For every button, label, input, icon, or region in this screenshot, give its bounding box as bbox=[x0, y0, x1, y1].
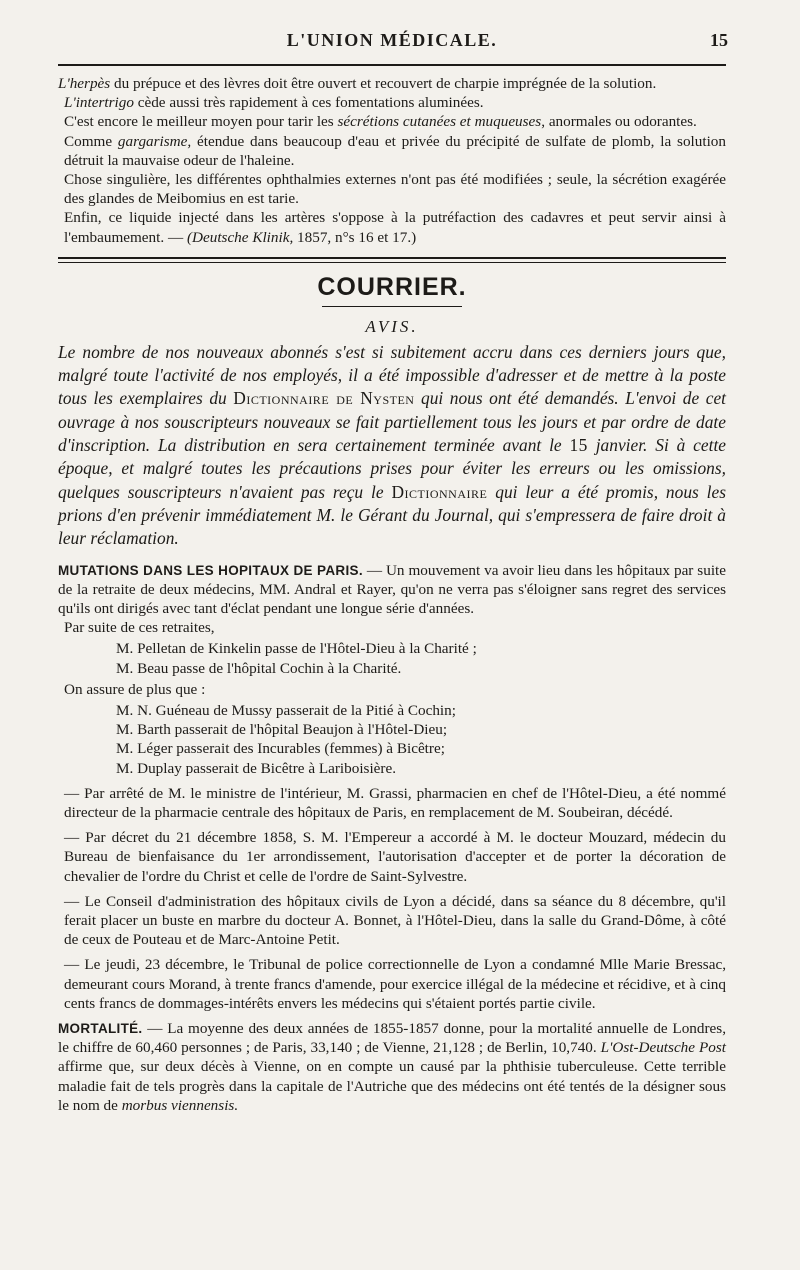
paragraph-text: Comme bbox=[64, 132, 118, 150]
avis-title: AVIS. bbox=[365, 316, 419, 336]
news-item-bonnet: — Le Conseil d'administration des hôpitaux civils de Lyon a décidé, dans sa séance du 8 décembre, qu'il ferait placer un buste en marbre du docteur A. Bonnet, à l'Hôtel-Dieu, dans la salle du Grand-Dôme, à côté de ceux de Pouteau et de Marc-Antoine Petit. bbox=[64, 892, 726, 949]
news-item-mouzard: — Par décret du 21 décembre 1858, S. M. l'Empereur a accordé à M. le docteur Mouzard, médecin du Bureau de bienfaisance du 1er arrondissement, l'autorisation d'accepter et de porter la décoration de chevalier de l'ordre du Christ et celle de l'ordre de Saint-Sylvestre. bbox=[64, 829, 726, 885]
paragraph-text: , anormales ou odorantes. bbox=[541, 113, 697, 131]
header-rule bbox=[58, 64, 726, 66]
term: L'herpès bbox=[58, 75, 111, 92]
avis-text-part: janvier. Si à cette époque, et malgré toutes les précautions prises pour éviter les erreurs ou les omissions, quelques souscripteurs n'avaient pas reçu le bbox=[58, 435, 726, 502]
paragraph-secretions bbox=[58, 112, 726, 131]
paragraph-text: — La moyenne des deux années de 1855-1857 donne, pour la mortalité annuelle de Londres, le chiffre de 60,460 personnes ; de Paris, 33,140 ; de Vienne, 21,128 ; de Berlin, 10,740. bbox=[58, 1019, 726, 1057]
avis-text-part: qui nous ont été demandés. L'envoi de cet ouvrage à nos souscripteurs nouveaux se fait partiellement tous les jours et par ordre de date d'inscription. La distribution en sera certainement terminée avant le bbox=[58, 388, 727, 456]
notice-avis bbox=[58, 317, 726, 551]
source-citation: (Deutsche Klinik, bbox=[186, 228, 294, 246]
paragraph-herpes bbox=[58, 74, 726, 93]
plus-list bbox=[116, 701, 726, 778]
paragraph-text: 1857, n°s 16 et 17.) bbox=[293, 228, 417, 246]
paragraph-gargarisme bbox=[58, 132, 726, 170]
run-in-heading: MUTATIONS DANS LES HOPITAUX DE PARIS. bbox=[58, 562, 363, 578]
paragraph-text: étendue dans beaucoup d'eau et privée du précipité de sulfate de plomb, la solution détruit la mauvaise odeur de l'haleine. bbox=[64, 132, 726, 169]
avis-text-part: Le nombre de nos nouveaux abonnés s'est si subitement accru dans ces derniers jours que, malgré toute l'activité de nos employés, il a été impossible d'adresser et de mettre à la poste tous les exemplaires du bbox=[58, 341, 726, 409]
book-title: Dictionnaire bbox=[391, 481, 488, 502]
list-item: M. N. Guéneau de Mussy passerait de la Pitié à Cochin; bbox=[116, 701, 456, 719]
paragraph-intertrigo bbox=[58, 93, 726, 112]
retraites-list bbox=[116, 639, 726, 677]
list-item: M. Beau passe de l'hôpital Cochin à la Charité. bbox=[116, 659, 402, 677]
paragraph-mutations bbox=[58, 561, 726, 619]
page-number: 15 bbox=[710, 30, 728, 50]
paragraph-text: Enfin, ce liquide injecté dans les artères s'oppose à la putréfaction des cadavres et peut servir ainsi à l'embaumement. — bbox=[64, 209, 726, 246]
paragraph-text: du prépuce et des lèvres doit être ouvert et recouvert de charpie imprégnée de la solution. bbox=[110, 75, 657, 92]
section-divider bbox=[58, 257, 726, 263]
paragraph-text: cède aussi très rapidement à ces fomentations aluminées. bbox=[133, 94, 484, 112]
title-underline bbox=[322, 306, 462, 307]
book-title: Dictionnaire de Nysten bbox=[233, 388, 415, 409]
list-item: M. Duplay passerait de Bicêtre à Lariboisière. bbox=[116, 759, 397, 777]
paragraph-mortalite bbox=[58, 1019, 726, 1115]
run-in-heading: MORTALITÉ. bbox=[58, 1020, 143, 1036]
section-title-courrier: COURRIER. bbox=[317, 272, 467, 301]
term: morbus viennensis. bbox=[121, 1096, 239, 1114]
avis-text bbox=[58, 341, 726, 551]
list-item: M. Pelletan de Kinkelin passe de l'Hôtel-Dieu à la Charité ; bbox=[116, 640, 477, 658]
avis-text-part: qui leur a été promis, nous les prions d'en prévenir immédiatement M. le Gérant du Journal, qui s'empressera de faire droit à leur réclamation. bbox=[58, 481, 726, 549]
term: gargarisme, bbox=[117, 132, 192, 150]
news-item-bressac: — Le jeudi, 23 décembre, le Tribunal de police correctionnelle de Lyon a condamné Mlle Marie Bressac, demeurant cours Morand, à trente francs d'amende, pour exercice illégal de la médecine et récidive, et à cinq cents francs de dommages-intérêts envers les médecins qui s'étaient portés partie civile. bbox=[64, 956, 726, 1012]
list-item: M. Barth passerait de l'hôpital Beaujon à l'Hôtel-Dieu; bbox=[116, 721, 448, 739]
journal-title: L'UNION MÉDICALE. bbox=[286, 30, 498, 50]
paragraph-ophthalmies: Chose singulière, les différentes ophthalmies externes n'ont pas été modifiées ; seule, la sécrétion exagérée des glandes de Meibomius en est tarie. bbox=[64, 171, 726, 208]
plus-lead: On assure de plus que : bbox=[64, 680, 206, 698]
paragraph-text: affirme que, sur deux décès à Vienne, on en compte un causé par la phthisie tuberculeuse. Cette terrible maladie fait de tels progrès dans la capitale de l'Autriche que des médecins ont été tentés de la désigner sous le nom de bbox=[58, 1058, 726, 1114]
term: sécrétions cutanées et muqueuses bbox=[337, 113, 542, 131]
paragraph-text: — Un mouvement va avoir lieu dans les hôpitaux par suite de la retraite de deux médecins, MM. Andral et Rayer, qu'on ne verra pas s'éloigner sans regret des services qu'ils ont dirigés avec tant d'éclat pendant une longue série d'années. bbox=[58, 561, 726, 617]
news-item-grassi: — Par arrêté de M. le ministre de l'intérieur, M. Grassi, pharmacien en chef de l'Hôtel-Dieu, a été nommé directeur de la pharmacie centrale des hôpitaux de Paris, en remplacement de M. Soubeiran, décédé. bbox=[64, 784, 726, 821]
paragraph-text: C'est encore le meilleur moyen pour tarir les bbox=[64, 113, 338, 131]
term: L'intertrigo bbox=[64, 94, 134, 112]
date-number: 15 bbox=[569, 435, 588, 456]
paragraph-embaumement bbox=[58, 208, 726, 246]
source-citation: L'Ost-Deutsche Post bbox=[600, 1039, 726, 1057]
body-text bbox=[58, 74, 726, 1115]
running-head bbox=[58, 30, 726, 58]
list-item: M. Léger passerait des Incurables (femmes) à Bicêtre; bbox=[116, 740, 445, 758]
retraites-lead: Par suite de ces retraites, bbox=[64, 619, 215, 637]
